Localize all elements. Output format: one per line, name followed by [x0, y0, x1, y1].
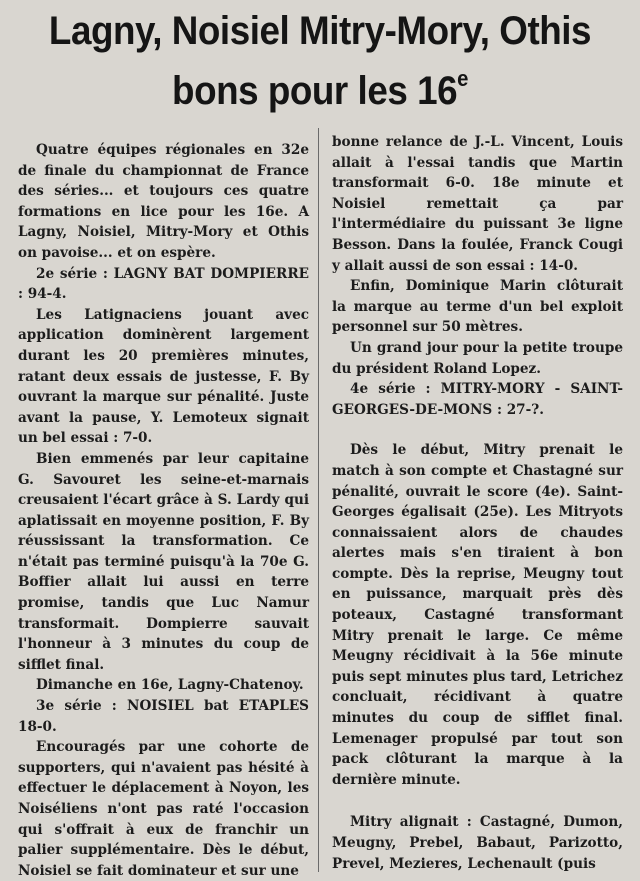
paragraph: Bien emmenés par leur capitaine G. Savouret les seine-et-marnais creusaient l'écart grâce à S. Lardy qui aplatissait en moyenne position, F. By réussissant la transformation. Ce n'était pas terminé puisqu'à la 70e G. Boffier allait lui aussi en terre promise, tandis que Luc Namur transformait. Dompierre sauvait l'honneur à 3 minutes du coup de sifflet final. — [18, 450, 309, 673]
spacer — [332, 420, 623, 440]
paragraph: Encouragés par une cohorte de supporters, qui n'avaient pas hésité à effectuer le déplacement à Noyon, les Noiséliens n'ont pas raté l'occasion qui s'offrait à eux de franchir un palier supplémentaire. Dès le début, Noisiel se fait dominateur et sur une — [18, 739, 309, 879]
paragraph: Dès le début, Mitry prenait le match à son compte et Chastagné sur pénalité, ouvrait le score (4e). Saint-Georges égalisait (25e). Les Mitryots connaissaient alors de chaudes alertes mais s'en tiraient à bon compte. Dès la reprise, Meugny tout en puissance, marquait près dès poteaux, Castagné transformant Mitry prenait le large. Ce même Meugny récidivait à la 56e minute puis sept minutes plus tard, Letrichez concluait, récidivant à quatre minutes du coup de sifflet final. Lemenager propulsé par tout son pack clôturant la marque à la dernière minute. — [332, 442, 623, 788]
headline-line-2-text: bons pour les 16 — [172, 69, 458, 113]
paragraph: Les Latignaciens jouant avec application dominèrent largement durant les 20 premières minutes, ratant deux essais de justesse, F. By ouvrant la marque sur pénalité. Juste avant la pause, Y. Lemoteux signait un bel essai : 7-0. — [18, 306, 309, 447]
headline-line-1: Lagny, Noisiel Mitry-Mory, Othis — [48, 9, 592, 53]
paragraph: bonne relance de J.-L. Vincent, Louis allait à l'essai tandis que Martin transformait 6-0. 18e minute et Noisiel remettait ça par l'intermédiaire du puissant 3e ligne Besson. Dans la foulée, Franck Cougi y allait aussi de son essai : 14-0. — [332, 134, 623, 274]
left-column — [18, 140, 309, 881]
paragraph: Dimanche en 16e, Lagny-Chatenoy. — [36, 677, 304, 694]
intro-paragraph: Quatre équipes régionales en 32e de finale du championnat de France des séries... et toujours ces quatre formations en lice pour les 16e. A Lagny, Noisiel, Mitry-Mory et Othis on pavoise... et on espère. — [18, 142, 309, 261]
section-heading-noisiel: 3e série : NOISIEL bat ETAPLES 18-0. — [18, 698, 309, 735]
column-divider — [318, 128, 319, 872]
section-heading-mitry: 4e série : MITRY-MORY - SAINT-GEORGES-DE-MONS : 27-?. — [332, 381, 623, 418]
paragraph: Mitry alignait : Castagné, Dumon, Meugny, Prebel, Babaut, Parizotto, Prevel, Mezieres, Lechenault (puis — [332, 814, 623, 872]
paragraph: Un grand jour pour la petite troupe du président Roland Lopez. — [332, 339, 623, 377]
headline-superscript: e — [457, 66, 468, 91]
right-column — [332, 132, 623, 874]
paragraph: Enfin, Dominique Marin clôturait la marque au terme d'un bel exploit personnel sur 50 mètres. — [332, 278, 623, 336]
headline — [26, 8, 615, 116]
headline-line-2 — [26, 54, 615, 116]
section-heading-lagny: 2e série : LAGNY BAT DOMPIERRE : 94-4. — [18, 265, 309, 303]
spacer — [332, 790, 623, 812]
